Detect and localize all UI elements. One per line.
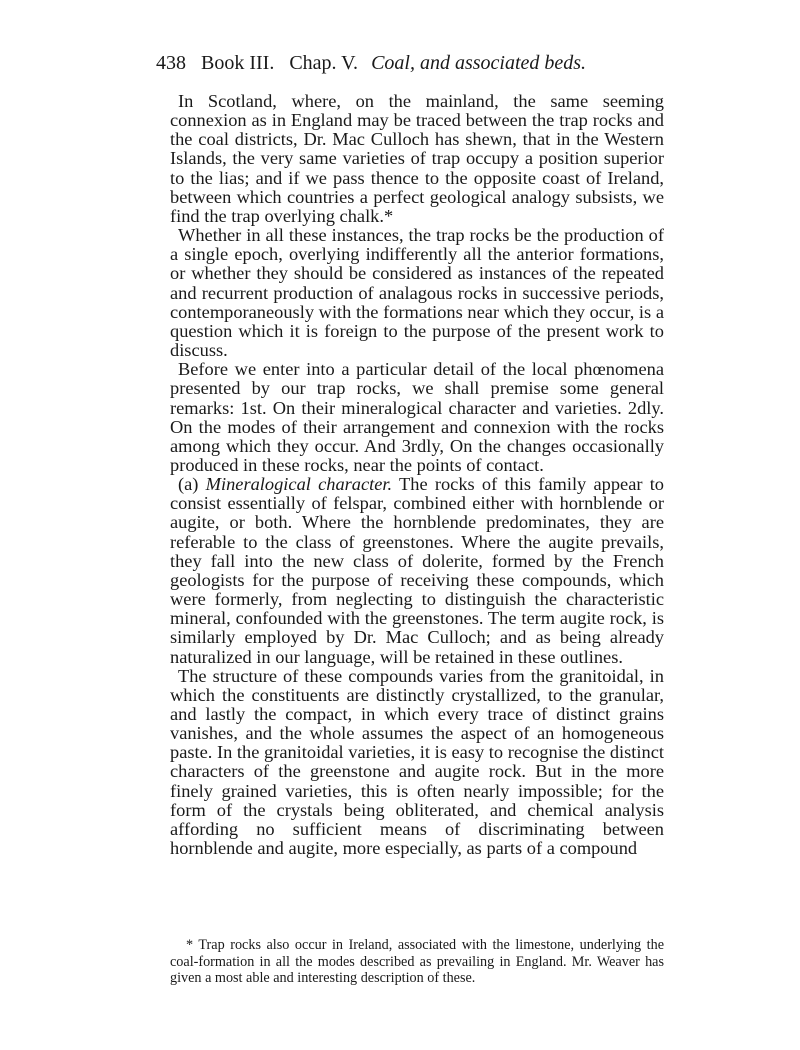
body-text [170, 92, 664, 858]
section-marker: (a) [178, 474, 199, 495]
paragraph-scotland: In Scotland, where, on the mainland, the same seeming connexion as in England may be traced between the trap rocks and the coal districts, Dr. Mac Culloch has shewn, that in the Western Islands, the very same varieties of trap occupy a position superior to the lias; and if we pass thence to the opposite coast of Ireland, between which countries a perfect geological analogy subsists, we find the trap overlying chalk.* [170, 91, 664, 226]
running-head [156, 50, 636, 76]
chapter-title: Coal, and associated beds. [371, 52, 587, 74]
chapter-label: Chap. V. [289, 52, 359, 74]
paragraph-remarks: Before we enter into a particular detail of the local phœnomena presented by our trap rocks, we shall premise some general remarks: 1st. On their mineralogical character and varieties. 2dly. On the modes of their arrangement and connexion with the rocks among which they occur. And 3rdly, On the changes occasionally produced in these rocks, near the points of contact. [170, 359, 664, 475]
book-label: Book III. [201, 52, 275, 74]
footnote [170, 937, 664, 987]
paragraph-mineralogical [170, 475, 664, 667]
paragraph-structure: The structure of these compounds varies from the granitoidal, in which the constituents are distinctly crystallized, to the granular, and lastly the compact, in which every trace of distinct grains vanishes, and the whole assumes the aspect of an homogeneous paste. In the granitoidal varieties, it is easy to recognise the distinct characters of the greenstone and augite rock. But in the more finely grained varieties, this is often nearly impossible; for the form of the crystals being obliterated, and chemical analysis affording no sufficient means of discriminating between hornblende and augite, more especially, as parts of a compound [170, 665, 664, 859]
section-text: The rocks of this family appear to consist essentially of felspar, combined either with hornblende or augite, or both. Where the hornblende predominates, they are referable to the class of greenstones. Where the augite prevails, they fall into the new class of dolerite, formed by the French geologists for the purpose of receiving these compounds, which were formerly, from neglecting to distinguish the characteristic mineral, confounded with the greenstones. The term augite rock, is similarly employed by Dr. Mac Culloch; and as being already naturalized in our language, will be retained in these outlines. [170, 474, 665, 667]
page-number: 438 [156, 52, 186, 74]
section-heading: Mineralogical character. [205, 474, 393, 495]
paragraph-epoch: Whether in all these instances, the trap rocks be the production of a single epoch, overlying indifferently all the anterior formations, or whether they should be considered as instances of the repeated and recurrent production of analagous rocks in successive periods, contemporaneously with the formations near which they occur, is a question which it is foreign to the purpose of the present work to discuss. [170, 225, 664, 361]
footnote-text: * Trap rocks also occur in Ireland, associated with the limestone, underlying the coal-formation in all the modes described as prevailing in England. Mr. Weaver has given a most able and interesting description of these. [170, 937, 664, 986]
